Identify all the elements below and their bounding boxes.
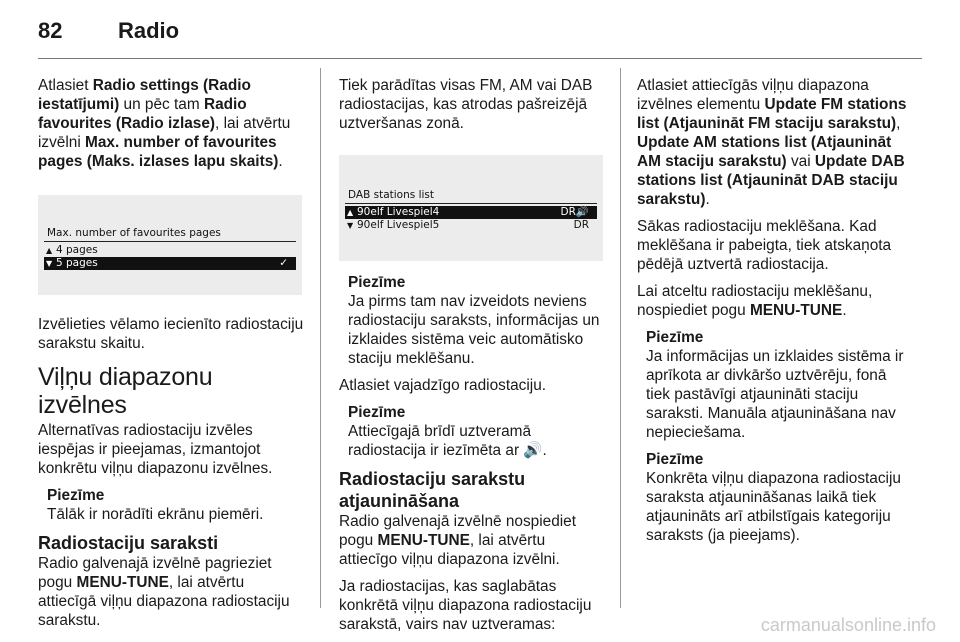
screen-title: DAB stations list xyxy=(348,189,434,201)
paragraph: Tiek parādītas visas FM, AM vai DAB radiostacijas, kas atrodas pašreizējā uztveršanas zonā. xyxy=(339,77,593,132)
column-2 xyxy=(339,76,607,642)
screen-image-dab-list xyxy=(339,155,603,261)
screen-divider xyxy=(44,241,296,242)
list-item-selected: ▼ 5 pages ✓ xyxy=(44,257,296,270)
paragraph: Lai atceltu radiostaciju meklēšanu, nospiediet pogu MENU-TUNE. xyxy=(637,283,873,319)
note-title: Piezīme xyxy=(646,329,704,346)
note xyxy=(348,273,607,368)
arrow-up-icon: ▲ xyxy=(46,246,53,255)
note-text: Ja informācijas un izklaides sistēma ir aprīkota ar divkāršo uztvērēju, fonā tiek pastāvīgi atjaunināti staciju saraksti. Manuāla atjaunināšana nav nepieciešama. xyxy=(646,348,904,441)
note-title: Piezīme xyxy=(348,274,406,291)
header-divider xyxy=(38,58,922,59)
station-tag: DR xyxy=(573,219,589,231)
paragraph: Izvēlieties vēlamo iecienīto radiostaciju sarakstu skaitu. xyxy=(38,316,304,352)
paragraph: Sākas radiostaciju meklēšana. Kad meklēšana ir pabeigta, tiek atskaņota pēdējā uztvertā radiostacija. xyxy=(637,218,892,273)
note-text: Attiecīgajā brīdī uztveramā radiostacija ir iezīmēta ar 🔊. xyxy=(348,423,547,459)
list-item-selected: ▲ 90elf Livespiel4 DR🔊 xyxy=(345,206,597,219)
arrow-up-icon: ▲ xyxy=(347,208,354,217)
note-text: Konkrēta viļņu diapazona radiostaciju saraksta atjaunināšanas laikā tiek atjaunināts arī atbilstīgais kategoriju saraksts (ja pieejams). xyxy=(646,470,901,544)
arrow-down-icon: ▼ xyxy=(46,259,53,268)
note-title: Piezīme xyxy=(348,404,406,421)
display-screen xyxy=(345,188,597,232)
paragraph: Radio galvenajā izvēlnē pagrieziet pogu MENU-TUNE, lai atvērtu attiecīgā viļņu diapazona radiostaciju sarakstu. xyxy=(38,555,290,629)
column-divider xyxy=(620,68,621,608)
note-title: Piezīme xyxy=(646,451,704,468)
station-tag: DR🔊 xyxy=(560,206,589,218)
paragraph: Atlasiet Radio settings (Radio iestatījumi) un pēc tam Radio favourites (Radio izlase), lai atvērtu izvēlni Max. number of favourites pages (Maks. izlases lapu skaits). xyxy=(38,77,291,170)
screen-divider xyxy=(345,203,597,204)
note-text: Tālāk ir norādīti ekrānu piemēri. xyxy=(47,506,264,523)
paragraph: Radio galvenajā izvēlnē nospiediet pogu MENU-TUNE, lai atvērtu attiecīgo viļņu diapazona izvēlni. xyxy=(339,513,577,568)
screen-image-favourites-pages xyxy=(38,195,302,295)
screen-title: Max. number of favourites pages xyxy=(47,227,221,239)
note xyxy=(646,450,909,545)
column-3 xyxy=(637,76,909,553)
page-title: Radio xyxy=(118,18,180,43)
paragraph: Atlasiet attiecīgās viļņu diapazona izvēlnes elementu Update FM stations list (Atjaunināt FM staciju sarakstu), Update AM stations list (Atjaunināt AM staciju sarakstu) vai Update DAB stations list (Atjaunināt DAB staciju sarakstu). xyxy=(637,77,907,208)
section-heading: Viļņu diapazonu izvēlnes xyxy=(38,363,213,419)
list-item: ▲ 4 pages xyxy=(46,244,98,256)
list-item: ▼ 90elf Livespiel5 DR xyxy=(347,219,589,231)
paragraph: Ja radiostacijas, kas saglabātas konkrētā viļņu diapazona radiostaciju sarakstā, vairs nav uztveramas: xyxy=(339,578,592,633)
note xyxy=(646,328,909,442)
checkmark-icon: ✓ xyxy=(279,257,288,269)
subsection-heading: Radiostaciju sarakstu atjaunināšana xyxy=(339,469,526,511)
note-title: Piezīme xyxy=(47,487,105,504)
paragraph: Atlasiet vajadzīgo radiostaciju. xyxy=(339,377,547,394)
watermark: carmanualsonline.info xyxy=(760,615,936,635)
note xyxy=(47,486,306,524)
display-screen xyxy=(44,226,296,270)
column-divider xyxy=(320,68,321,608)
note xyxy=(348,403,607,460)
arrow-down-icon: ▼ xyxy=(347,221,354,230)
subsection-heading: Radiostaciju saraksti xyxy=(38,533,219,553)
note-text: Ja pirms tam nav izveidots neviens radiostaciju saraksts, informācijas un izklaides sistēma veic automātisko staciju meklēšanu. xyxy=(348,293,600,367)
column-1 xyxy=(38,76,306,638)
page-header xyxy=(38,18,179,48)
page-number: 82 xyxy=(38,18,63,43)
paragraph: Alternatīvas radiostaciju izvēles iespējas ir pieejamas, izmantojot konkrētu viļņu diapazonu izvēlnes. xyxy=(38,422,273,477)
